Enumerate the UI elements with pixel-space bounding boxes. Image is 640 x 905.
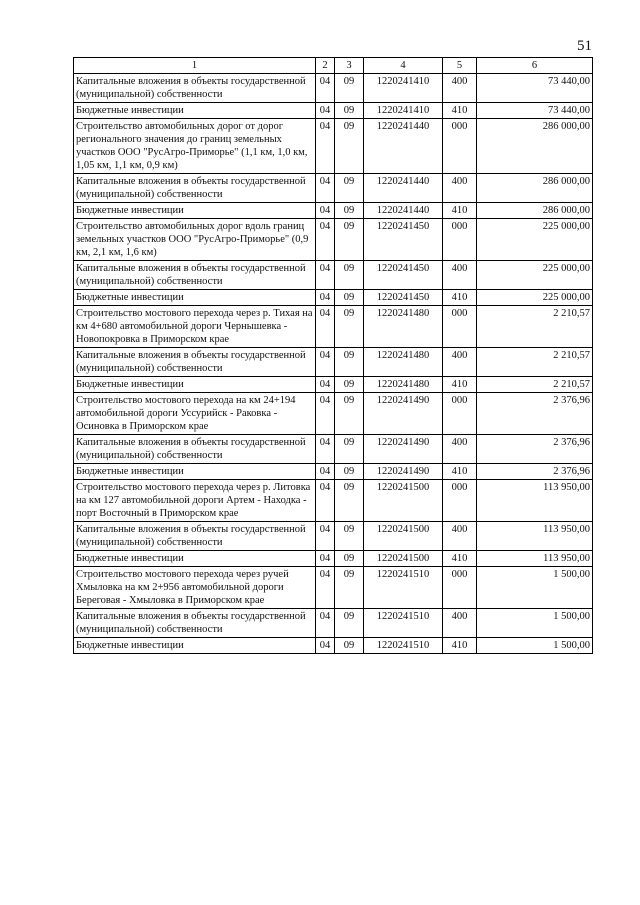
row-expense-type-cell: 410 <box>443 103 477 119</box>
row-target-article-cell: 1220241510 <box>364 609 443 638</box>
row-name-cell: Бюджетные инвестиции <box>74 103 316 119</box>
row-amount-cell: 2 210,57 <box>477 348 593 377</box>
row-section-cell: 04 <box>316 348 335 377</box>
table-body <box>74 74 593 654</box>
row-expense-type-cell: 410 <box>443 464 477 480</box>
row-name-cell: Строительство мостового перехода через р. Литовка на км 127 автомобильной дороги Артем - Находка - порт Восточный в Приморском крае <box>74 480 316 522</box>
row-expense-type-cell: 000 <box>443 393 477 435</box>
row-amount-cell: 286 000,00 <box>477 119 593 174</box>
table-row <box>74 103 593 119</box>
row-name-cell: Бюджетные инвестиции <box>74 638 316 654</box>
row-target-article-cell: 1220241510 <box>364 567 443 609</box>
row-name-cell: Бюджетные инвестиции <box>74 551 316 567</box>
row-section-cell: 04 <box>316 306 335 348</box>
row-expense-type-cell: 410 <box>443 377 477 393</box>
row-name-cell: Капитальные вложения в объекты государственной (муниципальной) собственности <box>74 522 316 551</box>
table-row <box>74 551 593 567</box>
row-name-cell: Бюджетные инвестиции <box>74 464 316 480</box>
row-name-cell: Бюджетные инвестиции <box>74 377 316 393</box>
row-section-cell: 04 <box>316 609 335 638</box>
row-amount-cell: 1 500,00 <box>477 638 593 654</box>
row-subsection-cell: 09 <box>335 638 364 654</box>
row-amount-cell: 113 950,00 <box>477 551 593 567</box>
row-subsection-cell: 09 <box>335 609 364 638</box>
row-expense-type-cell: 000 <box>443 480 477 522</box>
header-row <box>74 58 593 74</box>
table-row <box>74 203 593 219</box>
header-cell-6: 6 <box>477 58 593 74</box>
table-row <box>74 609 593 638</box>
row-target-article-cell: 1220241440 <box>364 174 443 203</box>
row-amount-cell: 225 000,00 <box>477 219 593 261</box>
row-section-cell: 04 <box>316 290 335 306</box>
row-target-article-cell: 1220241480 <box>364 348 443 377</box>
row-subsection-cell: 09 <box>335 393 364 435</box>
row-target-article-cell: 1220241480 <box>364 377 443 393</box>
row-amount-cell: 73 440,00 <box>477 103 593 119</box>
row-target-article-cell: 1220241450 <box>364 290 443 306</box>
table-row <box>74 393 593 435</box>
row-name-cell: Строительство автомобильных дорог от дорог регионального значения до границ земельных участков ООО "РусАгро-Приморье" (1,1 км, 1,0 км, 1,05 км, 1,1 км, 0,9 км) <box>74 119 316 174</box>
row-name-cell: Капитальные вложения в объекты государственной (муниципальной) собственности <box>74 435 316 464</box>
row-subsection-cell: 09 <box>335 522 364 551</box>
row-section-cell: 04 <box>316 219 335 261</box>
row-name-cell: Капитальные вложения в объекты государственной (муниципальной) собственности <box>74 74 316 103</box>
row-section-cell: 04 <box>316 567 335 609</box>
row-amount-cell: 286 000,00 <box>477 203 593 219</box>
header-cell-3: 3 <box>335 58 364 74</box>
table-row <box>74 567 593 609</box>
row-amount-cell: 1 500,00 <box>477 567 593 609</box>
row-amount-cell: 2 210,57 <box>477 377 593 393</box>
row-name-cell: Строительство мостового перехода на км 24+194 автомобильной дороги Уссурийск - Раковка - Осиновка в Приморском крае <box>74 393 316 435</box>
row-subsection-cell: 09 <box>335 103 364 119</box>
table-row <box>74 174 593 203</box>
row-target-article-cell: 1220241490 <box>364 464 443 480</box>
row-expense-type-cell: 400 <box>443 174 477 203</box>
row-subsection-cell: 09 <box>335 290 364 306</box>
row-expense-type-cell: 000 <box>443 119 477 174</box>
row-section-cell: 04 <box>316 174 335 203</box>
row-target-article-cell: 1220241490 <box>364 435 443 464</box>
table-row <box>74 119 593 174</box>
row-amount-cell: 225 000,00 <box>477 290 593 306</box>
row-section-cell: 04 <box>316 103 335 119</box>
header-cell-4: 4 <box>364 58 443 74</box>
row-section-cell: 04 <box>316 203 335 219</box>
row-subsection-cell: 09 <box>335 377 364 393</box>
row-amount-cell: 225 000,00 <box>477 261 593 290</box>
row-section-cell: 04 <box>316 119 335 174</box>
row-amount-cell: 2 376,96 <box>477 435 593 464</box>
row-name-cell: Капитальные вложения в объекты государственной (муниципальной) собственности <box>74 348 316 377</box>
table-row <box>74 306 593 348</box>
row-subsection-cell: 09 <box>335 261 364 290</box>
row-subsection-cell: 09 <box>335 119 364 174</box>
row-amount-cell: 1 500,00 <box>477 609 593 638</box>
row-amount-cell: 2 376,96 <box>477 393 593 435</box>
row-section-cell: 04 <box>316 74 335 103</box>
row-target-article-cell: 1220241440 <box>364 119 443 174</box>
row-section-cell: 04 <box>316 377 335 393</box>
row-target-article-cell: 1220241410 <box>364 103 443 119</box>
row-amount-cell: 2 210,57 <box>477 306 593 348</box>
row-name-cell: Строительство автомобильных дорог вдоль границ земельных участков ООО "РусАгро-Приморье" (0,9 км, 2,1 км, 1,6 км) <box>74 219 316 261</box>
row-expense-type-cell: 400 <box>443 522 477 551</box>
row-target-article-cell: 1220241450 <box>364 261 443 290</box>
row-name-cell: Бюджетные инвестиции <box>74 290 316 306</box>
row-section-cell: 04 <box>316 464 335 480</box>
row-expense-type-cell: 400 <box>443 74 477 103</box>
row-subsection-cell: 09 <box>335 480 364 522</box>
header-cell-5: 5 <box>443 58 477 74</box>
row-subsection-cell: 09 <box>335 464 364 480</box>
page-number: 51 <box>577 38 592 54</box>
row-subsection-cell: 09 <box>335 551 364 567</box>
row-target-article-cell: 1220241500 <box>364 522 443 551</box>
row-expense-type-cell: 400 <box>443 435 477 464</box>
row-section-cell: 04 <box>316 435 335 464</box>
row-expense-type-cell: 400 <box>443 609 477 638</box>
row-target-article-cell: 1220241450 <box>364 219 443 261</box>
table-row <box>74 377 593 393</box>
row-subsection-cell: 09 <box>335 348 364 377</box>
table-row <box>74 290 593 306</box>
row-expense-type-cell: 400 <box>443 348 477 377</box>
table-row <box>74 261 593 290</box>
row-subsection-cell: 09 <box>335 219 364 261</box>
row-subsection-cell: 09 <box>335 567 364 609</box>
row-section-cell: 04 <box>316 480 335 522</box>
table-row <box>74 435 593 464</box>
row-target-article-cell: 1220241510 <box>364 638 443 654</box>
budget-table <box>73 57 593 654</box>
row-name-cell: Строительство мостового перехода через р. Тихая на км 4+680 автомобильной дороги Чернышевка - Новопокровка в Приморском крае <box>74 306 316 348</box>
row-section-cell: 04 <box>316 393 335 435</box>
row-expense-type-cell: 000 <box>443 219 477 261</box>
row-name-cell: Капитальные вложения в объекты государственной (муниципальной) собственности <box>74 261 316 290</box>
row-target-article-cell: 1220241500 <box>364 480 443 522</box>
table-row <box>74 522 593 551</box>
table-row <box>74 480 593 522</box>
row-section-cell: 04 <box>316 638 335 654</box>
row-section-cell: 04 <box>316 261 335 290</box>
row-amount-cell: 73 440,00 <box>477 74 593 103</box>
row-name-cell: Капитальные вложения в объекты государственной (муниципальной) собственности <box>74 609 316 638</box>
row-subsection-cell: 09 <box>335 203 364 219</box>
row-target-article-cell: 1220241480 <box>364 306 443 348</box>
row-expense-type-cell: 410 <box>443 551 477 567</box>
row-target-article-cell: 1220241490 <box>364 393 443 435</box>
row-expense-type-cell: 410 <box>443 290 477 306</box>
row-amount-cell: 2 376,96 <box>477 464 593 480</box>
header-cell-1: 1 <box>74 58 316 74</box>
row-expense-type-cell: 000 <box>443 306 477 348</box>
row-name-cell: Бюджетные инвестиции <box>74 203 316 219</box>
row-section-cell: 04 <box>316 522 335 551</box>
row-subsection-cell: 09 <box>335 306 364 348</box>
table-row <box>74 219 593 261</box>
row-target-article-cell: 1220241440 <box>364 203 443 219</box>
row-subsection-cell: 09 <box>335 74 364 103</box>
table-row <box>74 464 593 480</box>
row-name-cell: Капитальные вложения в объекты государственной (муниципальной) собственности <box>74 174 316 203</box>
row-amount-cell: 113 950,00 <box>477 480 593 522</box>
row-subsection-cell: 09 <box>335 174 364 203</box>
row-name-cell: Строительство мостового перехода через ручей Хмыловка на км 2+956 автомобильной дороги Береговая - Хмыловка в Приморском крае <box>74 567 316 609</box>
header-cell-2: 2 <box>316 58 335 74</box>
table-row <box>74 74 593 103</box>
row-amount-cell: 286 000,00 <box>477 174 593 203</box>
row-target-article-cell: 1220241500 <box>364 551 443 567</box>
row-expense-type-cell: 410 <box>443 203 477 219</box>
row-expense-type-cell: 000 <box>443 567 477 609</box>
row-amount-cell: 113 950,00 <box>477 522 593 551</box>
table-row <box>74 638 593 654</box>
row-expense-type-cell: 400 <box>443 261 477 290</box>
row-target-article-cell: 1220241410 <box>364 74 443 103</box>
row-expense-type-cell: 410 <box>443 638 477 654</box>
row-subsection-cell: 09 <box>335 435 364 464</box>
table-row <box>74 348 593 377</box>
row-section-cell: 04 <box>316 551 335 567</box>
